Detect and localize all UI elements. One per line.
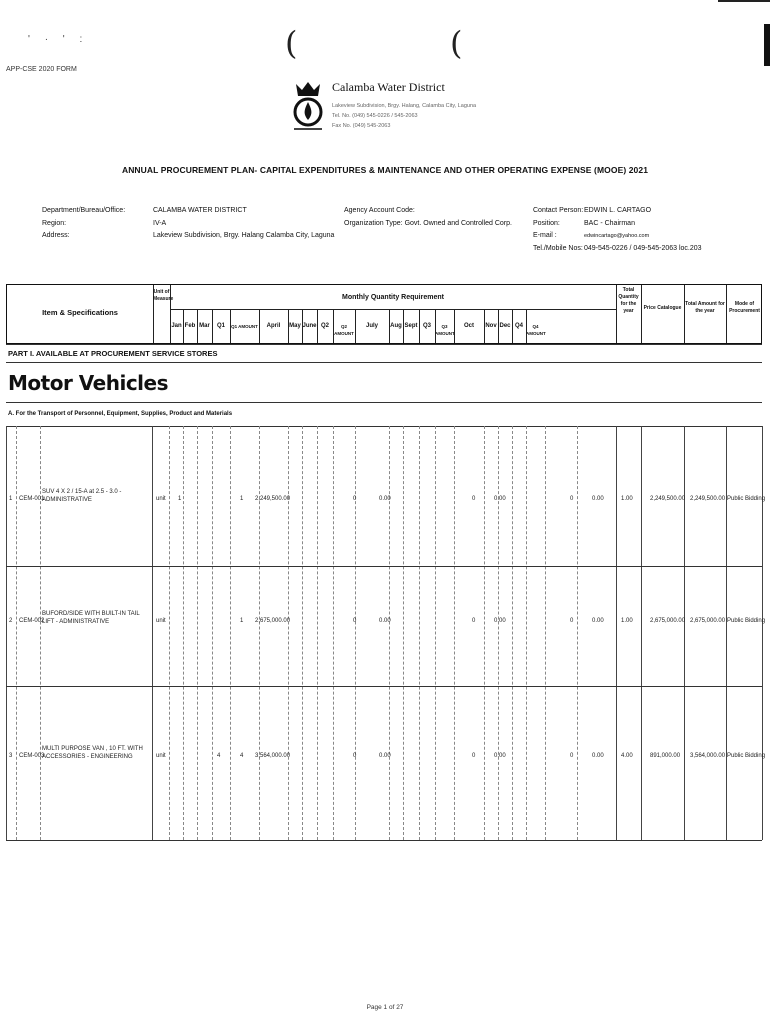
mode-of-procurement: Public Bidding: [727, 753, 766, 759]
header-total-quantity: Total Quantity for the year: [618, 287, 639, 314]
q4-qty: 0: [570, 753, 574, 759]
item-code: CEM-002: [19, 618, 45, 624]
label-organization-type: Organization Type: Govt. Owned and Controlled Corp.: [344, 219, 512, 227]
header-month-10: July: [365, 323, 378, 329]
q1-qty: 4: [240, 753, 244, 759]
q3-amount: 0.00: [494, 618, 506, 624]
q1-amount: 2,249,500.00: [255, 496, 291, 502]
value-email: edwincartago@yahoo.com: [584, 233, 650, 239]
unit-of-measure: unit: [156, 618, 166, 624]
label-phone: Tel./Mobile Nos:: [533, 244, 583, 252]
info-left-labels: [42, 205, 125, 243]
info-right-labels: [533, 205, 583, 255]
value-phone: 049-545-0226 / 049-545-2063 loc.203: [584, 244, 702, 252]
q3-qty: 0: [472, 753, 476, 759]
header-month-6: May: [289, 323, 301, 329]
value-department: CALAMBA WATER DISTRICT: [153, 207, 247, 214]
water-district-logo-icon: [288, 80, 328, 134]
label-address: Address:: [42, 232, 70, 239]
q3-qty: 0: [472, 618, 476, 624]
mode-of-procurement: Public Bidding: [727, 496, 766, 502]
q2-qty: 0: [353, 496, 357, 502]
header-mode-of-procurement: Mode of Procurement: [729, 301, 760, 314]
header-month-1: Feb: [184, 323, 196, 329]
header-month-19: Q4 AMOUNT: [526, 324, 546, 336]
q4-amount: 0.00: [592, 753, 604, 759]
q4-qty: 0: [570, 618, 574, 624]
part-label: PART I. AVAILABLE AT PROCUREMENT SERVICE STORES: [8, 349, 218, 358]
info-mid: [344, 205, 512, 230]
subcategory-label: A. For the Transport of Personnel, Equipment, Supplies, Product and Materials: [8, 411, 233, 417]
label-email: E-mail :: [533, 232, 557, 239]
price-catalogue: 2,675,000.00: [650, 618, 686, 624]
header-month-8: Q2: [320, 323, 329, 329]
header-monthly-quantity: Monthly Quantity Requirement: [342, 294, 444, 301]
item-code: CEM-001: [19, 496, 45, 502]
document-title: ANNUAL PROCUREMENT PLAN- CAPITAL EXPENDITURES & MAINTENANCE AND OTHER OPERATING EXPENSE (MOOE) 2021: [121, 165, 649, 175]
price-catalogue: 891,000.00: [650, 753, 681, 759]
header-month-5: April: [266, 323, 281, 329]
q3-amount: 0.00: [494, 496, 506, 502]
header-month-13: Q3: [422, 323, 431, 329]
item-description: SUV 4 X 2 / 15-A at 2.5 - 3.0 - ADMINISTRATIVE: [42, 489, 122, 503]
q4-amount: 0.00: [592, 618, 604, 624]
mar-qty: 4: [217, 753, 221, 759]
item-description: MULTI PURPOSE VAN , 10 FT. WITH ACCESSORIES - ENGINEERING: [42, 746, 143, 760]
total-quantity: 4.00: [621, 753, 633, 759]
label-position: Position:: [533, 219, 560, 227]
row-number: 3: [9, 753, 13, 759]
q2-amount: 0.00: [379, 753, 391, 759]
q2-amount: 0.00: [379, 496, 391, 502]
q1-qty: 1: [240, 618, 244, 624]
q4-amount: 0.00: [592, 496, 604, 502]
label-region: Region:: [42, 219, 67, 227]
header-month-2: Mar: [199, 323, 210, 329]
label-agency-code: Agency Account Code:: [344, 207, 415, 214]
header-month-14: Q3 AMOUNT: [435, 324, 455, 336]
header-month-0: Jan: [171, 323, 182, 329]
q3-amount: 0.00: [494, 753, 506, 759]
total-amount: 2,249,500.00: [690, 496, 726, 502]
header-month-18: Q4: [514, 323, 523, 329]
header-month-15: Oct: [463, 323, 474, 329]
total-amount: 3,564,000.00: [690, 753, 726, 759]
value-position: BAC - Chairman: [584, 219, 635, 227]
table-header: [6, 284, 762, 344]
q2-qty: 0: [353, 753, 357, 759]
item-description: BUFORD/SIDE WITH BUILT-IN TAIL LIFT - ADMINISTRATIVE: [42, 611, 140, 625]
header-month-4: Q1 AMOUNT: [231, 324, 258, 329]
q2-amount: 0.00: [379, 618, 391, 624]
category-title: Motor Vehicles: [8, 371, 168, 395]
header-total-amount: Total Amount for the year: [685, 301, 725, 314]
organization-fax: Fax No. (049) 545-2063: [332, 123, 391, 129]
unit-of-measure: unit: [156, 753, 166, 759]
header-item-specifications: Item & Specifications: [42, 308, 118, 317]
organization-phone: Tel. No. (049) 545-0226 / 545-2063: [332, 113, 418, 119]
scan-border-mark: [718, 0, 770, 2]
scan-punch-hole: (: [450, 24, 463, 62]
header-unit-of-measure: Unit of Measure: [153, 289, 174, 302]
row-number: 1: [9, 496, 13, 502]
header-price-catalogue: Price Catalogue: [643, 305, 682, 311]
mode-of-procurement: Public Bidding: [727, 618, 766, 624]
price-catalogue: 2,249,500.00: [650, 496, 686, 502]
total-quantity: 1.00: [621, 618, 633, 624]
organization-address: Lakeview Subdivision, Brgy. Halang, Calamba City, Laguna: [332, 103, 477, 109]
jan-qty: 1: [178, 496, 182, 502]
scan-edge-mark: [764, 24, 770, 66]
value-region: IV-A: [153, 219, 167, 227]
page-number: Page 1 of 27: [366, 1004, 404, 1011]
value-contact-person: EDWIN L. CARTAGO: [584, 207, 652, 214]
header-month-3: Q1: [216, 323, 225, 329]
info-right-values: [584, 205, 702, 255]
row-number: 2: [9, 618, 13, 624]
organization-name: Calamba Water District: [332, 80, 445, 94]
header-month-11: Aug: [390, 323, 402, 329]
header-month-16: Nov: [485, 323, 497, 329]
q4-qty: 0: [570, 496, 574, 502]
q3-qty: 0: [472, 496, 476, 502]
header-month-12: Sept: [404, 323, 418, 329]
total-amount: 2,675,000.00: [690, 618, 726, 624]
value-address: Lakeview Subdivision, Brgy. Halang Calamba City, Laguna: [153, 232, 335, 239]
label-contact-person: Contact Person:: [533, 207, 584, 214]
unit-of-measure: unit: [156, 496, 166, 502]
q1-qty: 1: [240, 496, 244, 502]
header-month-7: June: [302, 323, 317, 329]
item-code: CEM-003: [19, 753, 45, 759]
label-department: Department/Bureau/Office:: [42, 207, 126, 214]
form-code: APP-CSE 2020 FORM: [6, 66, 77, 73]
total-quantity: 1.00: [621, 496, 633, 502]
scan-artifact: ' · ' :: [28, 34, 89, 45]
header-month-9: Q2 AMOUNT: [334, 324, 354, 336]
q1-amount: 2,675,000.00: [255, 618, 291, 624]
q1-amount: 3,564,000.00: [255, 753, 291, 759]
q2-qty: 0: [353, 618, 357, 624]
info-left-values: [153, 205, 334, 243]
scan-punch-hole: (: [285, 24, 298, 62]
header-month-17: Dec: [499, 323, 511, 329]
